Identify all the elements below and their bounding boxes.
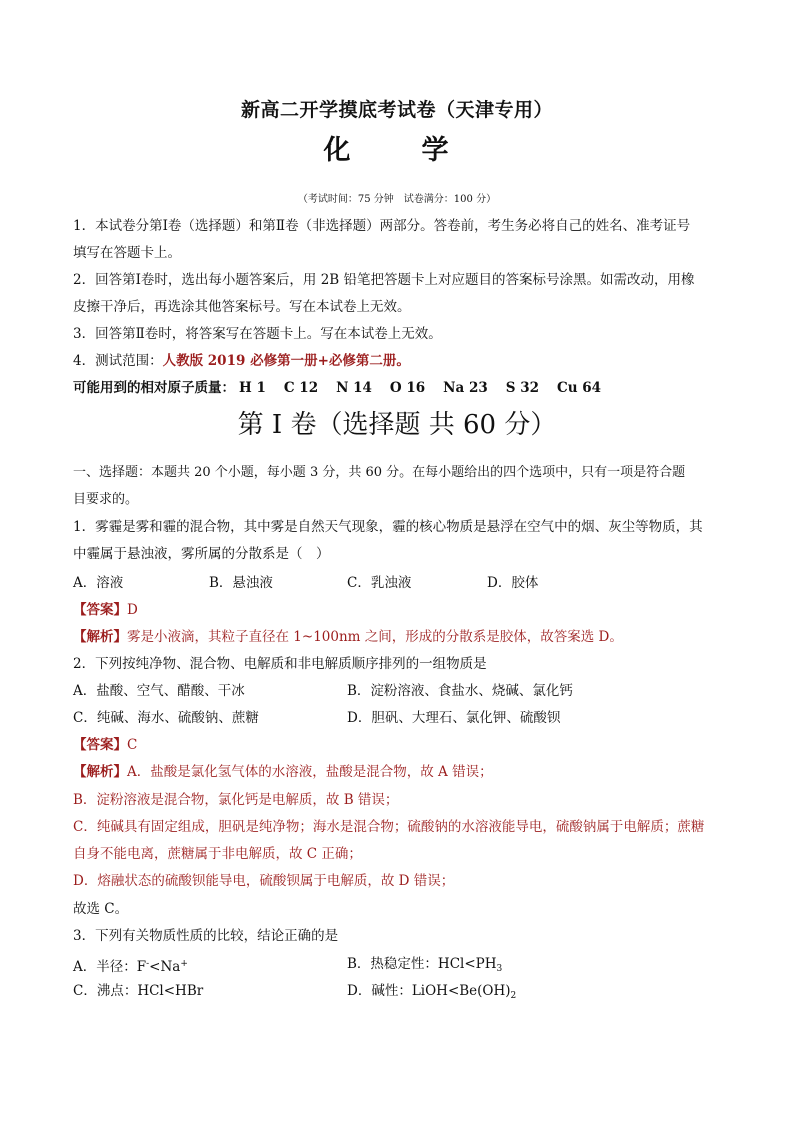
answer-line [73, 601, 733, 619]
option-b-subscript: 3 [496, 964, 503, 974]
option-c: C．沸点：HCl<HBr [73, 983, 204, 999]
question-stem: 2．下列按纯净物、混合物、电解质和非电解质顺序排列的一组物质是 [73, 656, 487, 672]
option-a-charge: + [180, 959, 188, 969]
option-c: C．纯碱、海水、硫酸钠、蔗糖 [73, 710, 259, 726]
option-a-text: A．半径：F [73, 959, 147, 975]
instruction-line: 2．回答第Ⅰ卷时，选出每小题答案后，用 2B 铅笔把答题卡上对应题目的答案标号涂黑。如需改动，用橡 [73, 272, 695, 288]
scope-label: 4．测试范围： [73, 353, 163, 369]
analysis-label: 【解析】 [73, 764, 127, 780]
option-a: A．盐酸、空气、醋酸、干冰 [73, 683, 245, 699]
answer-value: D [127, 602, 138, 618]
atomic-mass-item: Na 23 [443, 380, 488, 396]
option-b [347, 955, 502, 978]
instruction-line: 3．回答第Ⅱ卷时，将答案写在答题卡上。写在本试卷上无效。 [73, 326, 442, 342]
option-a-charge: - [146, 959, 150, 969]
atomic-masses [73, 379, 733, 397]
exam-title: 新高二开学摸底考试卷（天津专用） [240, 99, 553, 121]
question-stem: 3．下列有关物质性质的比较，结论正确的是 [73, 928, 339, 944]
answer-label: 【答案】 [73, 602, 127, 618]
scope-line [73, 352, 733, 370]
atomic-mass-item: Cu 64 [557, 380, 602, 396]
option-a: A．溶液 [73, 575, 124, 591]
answer-value: C [127, 737, 138, 753]
atomic-masses-label: 可能用到的相对原子质量： [73, 380, 235, 396]
option-d-subscript: 2 [510, 991, 517, 1001]
section-intro: 目要求的。 [73, 492, 139, 507]
atomic-mass-item: C 12 [283, 380, 319, 396]
section-intro: 一、选择题：本题共 20 个小题，每小题 3 分，共 60 分。在每小题给出的四个选项中，只有一项是符合题 [73, 465, 686, 480]
analysis-line [73, 763, 733, 781]
option-b: B．淀粉溶液、食盐水、烧碱、氯化钙 [347, 683, 573, 699]
option-d [347, 982, 516, 1005]
conclusion-text: 故选 C。 [73, 901, 129, 917]
option-b: B．悬浊液 [209, 575, 273, 591]
section-title: 第 I 卷（选择题 共 60 分） [237, 410, 557, 440]
atomic-mass-item: N 14 [336, 380, 372, 396]
instruction-line: 皮擦干净后，再选涂其他答案标号。写在本试卷上无效。 [73, 299, 411, 315]
answer-line [73, 736, 733, 754]
scope-value: 人教版 2019 必修第一册+必修第二册。 [162, 353, 410, 369]
instruction-line: 填写在答题卡上。 [73, 245, 181, 261]
option-d: D．胶体 [487, 575, 539, 591]
atomic-mass-item: O 16 [389, 380, 426, 396]
option-d: D．胆矾、大理石、氯化钾、硫酸钡 [347, 710, 561, 726]
question-stem: 1．雾霾是雾和霾的混合物，其中雾是自然天气现象，霾的核心物质是悬浮在空气中的烟、灰尘等物质，其 [73, 519, 703, 535]
instruction-line: 1．本试卷分第Ⅰ卷（选择题）和第Ⅱ卷（非选择题）两部分。答卷前，考生务必将自己的姓名、准考证号 [73, 218, 691, 234]
atomic-mass-item: H 1 [239, 380, 266, 396]
analysis-label: 【解析】 [73, 629, 127, 645]
atomic-mass-item: S 32 [505, 380, 539, 396]
analysis-text: 自身不能电离，蔗糖属于非电解质，故 C 正确； [73, 846, 362, 862]
analysis-text: A．盐酸是氯化氢气体的水溶液，盐酸是混合物，故 A 错误； [127, 764, 493, 780]
option-b-text: B．热稳定性：HCl<PH [347, 956, 497, 972]
answer-label: 【答案】 [73, 737, 127, 753]
analysis-text: 雾是小液滴，其粒子直径在 1~100nm 之间，形成的分散系是胶体，故答案选 D。 [127, 629, 623, 645]
option-c: C．乳浊液 [347, 575, 412, 591]
option-d-text: D．碱性：LiOH<Be(OH) [347, 983, 511, 999]
analysis-line [73, 628, 733, 646]
analysis-text: B．淀粉溶液是混合物，氯化钙是电解质，故 B 错误； [73, 792, 399, 808]
subject-title: 化 学 [323, 135, 471, 166]
option-a-text: <Na [149, 959, 181, 975]
question-stem: 中霾属于悬浊液，雾所属的分散系是（ ） [73, 546, 330, 562]
analysis-text: D．熔融状态的硫酸钡能导电，硫酸钡属于电解质，故 D 错误； [73, 873, 455, 889]
analysis-text: C．纯碱具有固定组成，胆矾是纯净物；海水是混合物；硫酸钠的水溶液能导电，硫酸钠属于电解质；蔗糖 [73, 819, 705, 835]
option-a [73, 955, 188, 976]
exam-meta: （考试时间：75 分钟 试卷满分：100 分） [297, 194, 497, 205]
